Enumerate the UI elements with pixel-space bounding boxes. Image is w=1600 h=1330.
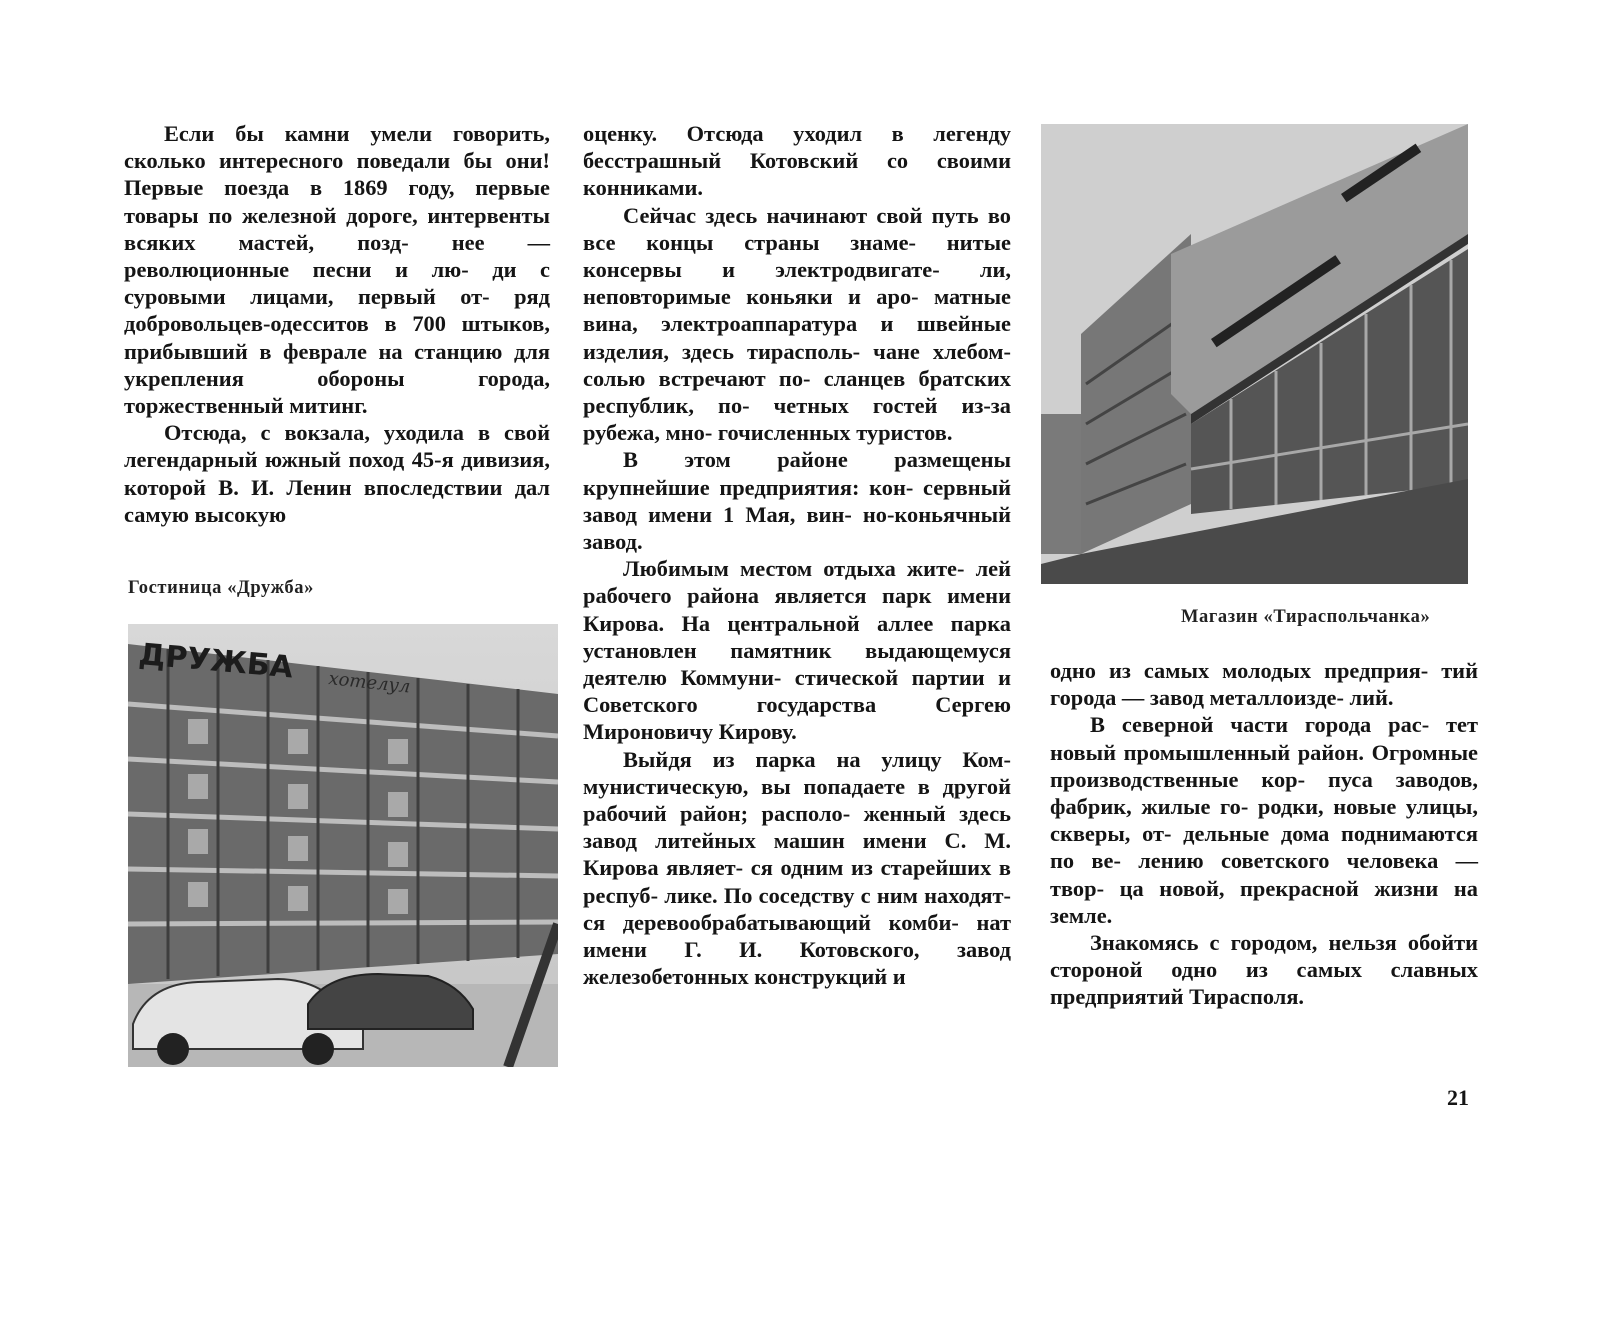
paragraph: оценку. Отсюда уходил в легенду бесстрашный Котовский со своими конниками. [583, 121, 1011, 201]
paragraph: Любимым местом отдыха жите- лей рабочего района является парк имени Кирова. На центральной аллее парка установлен памятник выдающемуся деятелю Коммуни- стической партии и Советского государства Сергею Мироновичу Кирову. [583, 556, 1011, 745]
text-column-middle [583, 120, 1011, 991]
hotel-druzhba-photo [128, 624, 558, 1067]
text-column-left [124, 120, 550, 528]
paragraph: Отсюда, с вокзала, уходила в свой легендарный южный поход 45-я дивизия, которой В. И. Ленин впоследствии дал самую высокую [124, 420, 550, 527]
paragraph: Знакомясь с городом, нельзя обойти стороной одно из самых славных предприятий Тирасполя. [1050, 930, 1478, 1010]
store-tiraspolchanka-photo [1041, 124, 1468, 584]
paragraph: Выйдя из парка на улицу Ком- мунистическую, вы попадаете в другой рабочий район; располо- женный здесь завод литейных машин имени С. М. Кирова являет- ся одним из старейших в респуб- лике. По соседству с ним находят- ся деревообрабатывающий комби- нат имени Г. И. Котовского, завод железобетонных конструкций и [583, 746, 1011, 990]
hotel-sign-text: ДРУЖБА [137, 637, 295, 686]
text-column-right [1050, 657, 1478, 1011]
page-number: 21 [1447, 1085, 1469, 1110]
paragraph: В этом районе размещены крупнейшие предприятия: кон- сервный завод имени 1 Мая, вин- но-коньячный завод. [583, 447, 1011, 555]
paragraph: Если бы камни умели говорить, сколько интересного поведали бы они! Первые поезда в 1869 году, первые товары по железной дороге, интервенты всяких мастей, позд- нее — революционные песни и лю- ди с суровыми лицами, первый от- ряд добровольцев-одесситов в 700 штыков, прибывший в феврале на станцию для укрепления обороны города, торжественный митинг. [124, 121, 550, 419]
hotel-sign-small-text: хотелул [327, 668, 412, 698]
paragraph: Сейчас здесь начинают свой путь во все концы страны знаме- нитые консервы и электродвигате- ли, неповторимые коньяки и аро- матные вина, электроаппаратура и швейные изделия, здесь тирасполь- чане хлебом-солью встречают по- сланцев братских республик, по- четных гостей из-за рубежа, мно- гочисленных туристов. [583, 202, 1011, 446]
photo-caption-hotel: Гостиница «Дружба» [128, 578, 314, 598]
photo-caption-store: Магазин «Тираспольчанка» [1181, 607, 1431, 627]
paragraph: В северной части города рас- тет новый промышленный район. Огромные производственные кор- пуса заводов, фабрик, жилые го- родки, новые улицы, скверы, от- дельные дома поднимаются по ве- лению советского человека — твор- ца новой, прекрасной жизни на земле. [1050, 712, 1478, 928]
paragraph: одно из самых молодых предприя- тий города — завод металлоизде- лий. [1050, 658, 1478, 711]
